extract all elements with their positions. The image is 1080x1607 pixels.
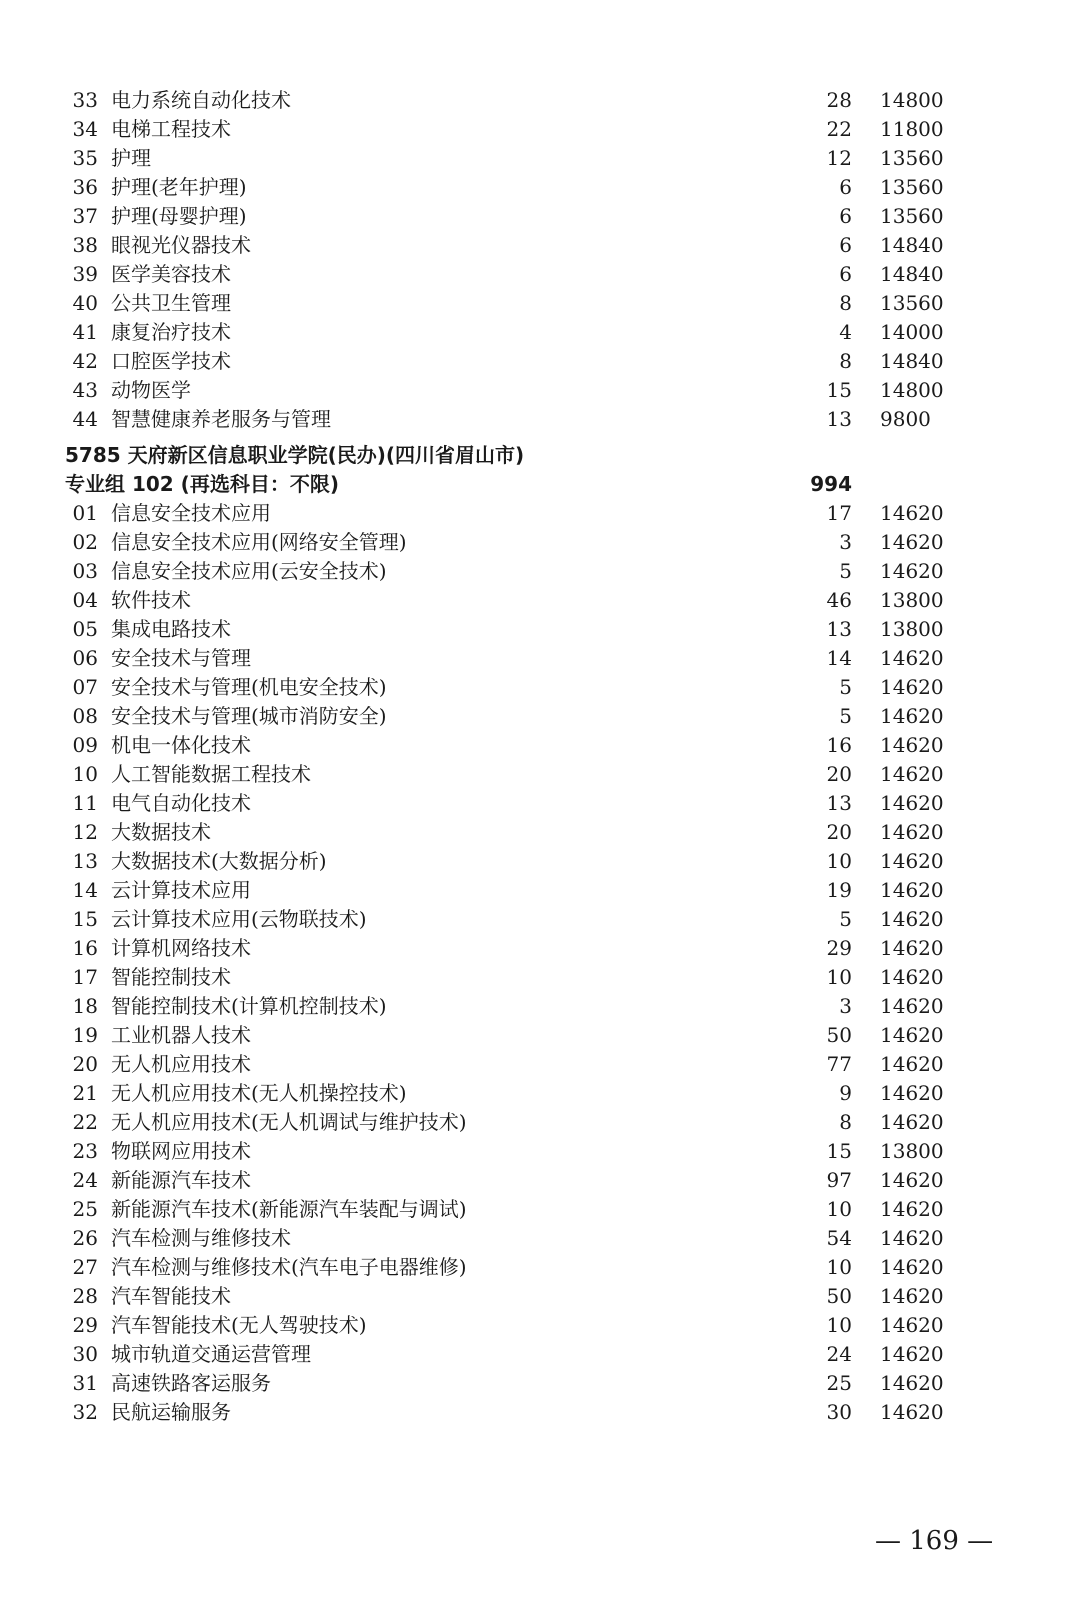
program-code: 19 [72, 1023, 98, 1047]
group-count: 994 [810, 472, 852, 496]
program-name: 智慧健康养老服务与管理 [111, 407, 331, 431]
table-row [0, 144, 1080, 173]
table-row [0, 702, 1080, 731]
tuition-fee: 14620 [880, 965, 944, 989]
program-name: 物联网应用技术 [111, 1139, 251, 1163]
enrollment-count: 22 [826, 117, 852, 141]
program-name: 新能源汽车技术 [111, 1168, 251, 1192]
enrollment-count: 6 [839, 233, 852, 257]
table-row [0, 673, 1080, 702]
program-code: 29 [72, 1313, 98, 1337]
table-row [0, 557, 1080, 586]
enrollment-count: 16 [826, 733, 852, 757]
tuition-fee: 14840 [880, 233, 944, 257]
group-title: 专业组 102 (再选科目：不限) [65, 472, 339, 496]
program-code: 18 [72, 994, 98, 1018]
tuition-fee: 14620 [880, 1197, 944, 1221]
enrollment-count: 50 [826, 1023, 852, 1047]
table-row [0, 818, 1080, 847]
tuition-fee: 13560 [880, 146, 944, 170]
school-heading [0, 441, 1080, 470]
tuition-fee: 14620 [880, 1400, 944, 1424]
program-code: 31 [72, 1371, 98, 1395]
program-code: 26 [72, 1226, 98, 1250]
enrollment-count: 15 [826, 1139, 852, 1163]
program-code: 02 [72, 530, 98, 554]
program-name: 智能控制技术 [111, 965, 231, 989]
tuition-fee: 14620 [880, 704, 944, 728]
enrollment-count: 97 [826, 1168, 852, 1192]
program-name: 护理(老年护理) [111, 175, 247, 199]
table-row [0, 992, 1080, 1021]
tuition-fee: 14620 [880, 1255, 944, 1279]
table-row [0, 376, 1080, 405]
program-code: 35 [72, 146, 98, 170]
program-code: 40 [72, 291, 98, 315]
program-code: 01 [72, 501, 98, 525]
program-name: 智能控制技术(计算机控制技术) [111, 994, 387, 1018]
tuition-fee: 14620 [880, 936, 944, 960]
tuition-fee: 14620 [880, 1226, 944, 1250]
program-name: 安全技术与管理(城市消防安全) [111, 704, 387, 728]
tuition-fee: 14620 [880, 1110, 944, 1134]
program-code: 05 [72, 617, 98, 641]
program-code: 12 [72, 820, 98, 844]
enrollment-count: 5 [839, 559, 852, 583]
program-name: 电力系统自动化技术 [111, 88, 291, 112]
program-code: 22 [72, 1110, 98, 1134]
tuition-fee: 14620 [880, 1168, 944, 1192]
program-name: 信息安全技术应用(云安全技术) [111, 559, 387, 583]
program-code: 24 [72, 1168, 98, 1192]
table-row [0, 615, 1080, 644]
enrollment-count: 10 [826, 849, 852, 873]
enrollment-count: 17 [826, 501, 852, 525]
program-name: 工业机器人技术 [111, 1023, 251, 1047]
program-code: 21 [72, 1081, 98, 1105]
tuition-fee: 14620 [880, 675, 944, 699]
program-name: 眼视光仪器技术 [111, 233, 251, 257]
program-name: 民航运输服务 [111, 1400, 231, 1424]
program-name: 人工智能数据工程技术 [111, 762, 311, 786]
table-row [0, 963, 1080, 992]
enrollment-count: 8 [839, 291, 852, 315]
program-name: 汽车智能技术(无人驾驶技术) [111, 1313, 367, 1337]
tuition-fee: 14840 [880, 349, 944, 373]
tuition-fee: 14620 [880, 1342, 944, 1366]
program-name: 云计算技术应用(云物联技术) [111, 907, 367, 931]
table-row [0, 231, 1080, 260]
program-name: 信息安全技术应用 [111, 501, 271, 525]
table-row [0, 1079, 1080, 1108]
table-row [0, 1166, 1080, 1195]
tuition-fee: 14620 [880, 530, 944, 554]
tuition-fee: 14620 [880, 878, 944, 902]
tuition-fee: 14620 [880, 1284, 944, 1308]
tuition-fee: 14620 [880, 820, 944, 844]
table-row [0, 760, 1080, 789]
enrollment-count: 20 [826, 820, 852, 844]
table-row [0, 1224, 1080, 1253]
tuition-fee: 14800 [880, 378, 944, 402]
table-row [0, 1021, 1080, 1050]
program-code: 44 [72, 407, 98, 431]
program-name: 高速铁路客运服务 [111, 1371, 271, 1395]
table-row [0, 847, 1080, 876]
table-row [0, 1398, 1080, 1427]
tuition-fee: 14620 [880, 1313, 944, 1337]
enrollment-count: 19 [826, 878, 852, 902]
program-name: 大数据技术 [111, 820, 211, 844]
tuition-fee: 14620 [880, 501, 944, 525]
program-code: 32 [72, 1400, 98, 1424]
program-code: 15 [72, 907, 98, 931]
program-code: 11 [72, 791, 98, 815]
program-name: 软件技术 [111, 588, 191, 612]
program-name: 护理(母婴护理) [111, 204, 247, 228]
program-name: 动物医学 [111, 378, 191, 402]
tuition-fee: 13800 [880, 1139, 944, 1163]
enrollment-count: 24 [826, 1342, 852, 1366]
program-name: 电气自动化技术 [111, 791, 251, 815]
program-code: 30 [72, 1342, 98, 1366]
program-code: 43 [72, 378, 98, 402]
enrollment-count: 4 [839, 320, 852, 344]
tuition-fee: 13800 [880, 588, 944, 612]
table-row [0, 499, 1080, 528]
table-row [0, 1369, 1080, 1398]
enrollment-count: 50 [826, 1284, 852, 1308]
table-row [0, 731, 1080, 760]
tuition-fee: 13560 [880, 204, 944, 228]
school-section [0, 441, 1080, 1427]
program-code: 28 [72, 1284, 98, 1308]
enrollment-count: 10 [826, 965, 852, 989]
enrollment-count: 9 [839, 1081, 852, 1105]
tuition-fee: 14620 [880, 1371, 944, 1395]
program-code: 27 [72, 1255, 98, 1279]
table-row [0, 86, 1080, 115]
program-name: 汽车检测与维修技术 [111, 1226, 291, 1250]
table-row [0, 1137, 1080, 1166]
enrollment-count: 54 [826, 1226, 852, 1250]
program-name: 无人机应用技术(无人机调试与维护技术) [111, 1110, 467, 1134]
table-row [0, 115, 1080, 144]
page-number: — 169 — [875, 1526, 994, 1556]
program-code: 10 [72, 762, 98, 786]
tuition-fee: 13800 [880, 617, 944, 641]
table-row [0, 1108, 1080, 1137]
table-row [0, 934, 1080, 963]
table-row [0, 789, 1080, 818]
tuition-fee: 14000 [880, 320, 944, 344]
tuition-fee: 14620 [880, 994, 944, 1018]
tuition-fee: 14620 [880, 559, 944, 583]
table-row [0, 876, 1080, 905]
program-name: 医学美容技术 [111, 262, 231, 286]
enrollment-count: 8 [839, 349, 852, 373]
table-row [0, 1195, 1080, 1224]
enrollment-count: 13 [826, 407, 852, 431]
tuition-fee: 14620 [880, 733, 944, 757]
program-code: 37 [72, 204, 98, 228]
tuition-fee: 14620 [880, 646, 944, 670]
program-code: 38 [72, 233, 98, 257]
program-name: 无人机应用技术(无人机操控技术) [111, 1081, 407, 1105]
program-code: 41 [72, 320, 98, 344]
program-name: 汽车检测与维修技术(汽车电子电器维修) [111, 1255, 467, 1279]
tuition-fee: 13560 [880, 175, 944, 199]
program-name: 护理 [111, 146, 151, 170]
program-code: 08 [72, 704, 98, 728]
enrollment-count: 12 [826, 146, 852, 170]
program-code: 16 [72, 936, 98, 960]
program-name: 汽车智能技术 [111, 1284, 231, 1308]
program-name: 城市轨道交通运营管理 [111, 1342, 311, 1366]
program-code: 23 [72, 1139, 98, 1163]
program-name: 安全技术与管理(机电安全技术) [111, 675, 387, 699]
enrollment-count: 6 [839, 175, 852, 199]
enrollment-count: 20 [826, 762, 852, 786]
table-row [0, 644, 1080, 673]
program-code: 33 [72, 88, 98, 112]
program-name: 计算机网络技术 [111, 936, 251, 960]
tuition-fee: 14620 [880, 762, 944, 786]
program-name: 新能源汽车技术(新能源汽车装配与调试) [111, 1197, 467, 1221]
table-row [0, 528, 1080, 557]
enrollment-count: 46 [826, 588, 852, 612]
enrollment-count: 28 [826, 88, 852, 112]
tuition-fee: 14840 [880, 262, 944, 286]
program-list-continued [0, 86, 1080, 434]
table-row [0, 347, 1080, 376]
enrollment-count: 30 [826, 1400, 852, 1424]
tuition-fee: 14620 [880, 791, 944, 815]
program-code: 04 [72, 588, 98, 612]
enrollment-count: 77 [826, 1052, 852, 1076]
tuition-fee: 14620 [880, 1023, 944, 1047]
group-heading [0, 470, 1080, 499]
program-name: 公共卫生管理 [111, 291, 231, 315]
table-row [0, 405, 1080, 434]
school-title: 5785 天府新区信息职业学院(民办)(四川省眉山市) [65, 443, 525, 467]
table-row [0, 260, 1080, 289]
program-code: 25 [72, 1197, 98, 1221]
program-code: 03 [72, 559, 98, 583]
program-code: 14 [72, 878, 98, 902]
enrollment-count: 6 [839, 262, 852, 286]
tuition-fee: 14620 [880, 907, 944, 931]
table-row [0, 1282, 1080, 1311]
enrollment-count: 10 [826, 1313, 852, 1337]
program-name: 安全技术与管理 [111, 646, 251, 670]
program-name: 机电一体化技术 [111, 733, 251, 757]
table-row [0, 1311, 1080, 1340]
program-code: 17 [72, 965, 98, 989]
enrollment-count: 14 [826, 646, 852, 670]
enrollment-count: 5 [839, 704, 852, 728]
tuition-fee: 14620 [880, 1081, 944, 1105]
program-name: 口腔医学技术 [111, 349, 231, 373]
tuition-fee: 11800 [880, 117, 944, 141]
program-code: 09 [72, 733, 98, 757]
program-code: 07 [72, 675, 98, 699]
program-name: 电梯工程技术 [111, 117, 231, 141]
enrollment-count: 3 [839, 994, 852, 1018]
program-name: 无人机应用技术 [111, 1052, 251, 1076]
program-code: 39 [72, 262, 98, 286]
program-name: 大数据技术(大数据分析) [111, 849, 327, 873]
enrollment-count: 10 [826, 1197, 852, 1221]
program-code: 20 [72, 1052, 98, 1076]
table-row [0, 289, 1080, 318]
enrollment-count: 15 [826, 378, 852, 402]
enrollment-count: 29 [826, 936, 852, 960]
enrollment-count: 25 [826, 1371, 852, 1395]
program-name: 康复治疗技术 [111, 320, 231, 344]
enrollment-count: 3 [839, 530, 852, 554]
program-code: 34 [72, 117, 98, 141]
enrollment-count: 6 [839, 204, 852, 228]
program-name: 信息安全技术应用(网络安全管理) [111, 530, 407, 554]
table-row [0, 905, 1080, 934]
table-row [0, 1253, 1080, 1282]
program-list [0, 499, 1080, 1427]
program-code: 13 [72, 849, 98, 873]
enrollment-count: 13 [826, 791, 852, 815]
enrollment-count: 8 [839, 1110, 852, 1134]
program-code: 42 [72, 349, 98, 373]
enrollment-count: 10 [826, 1255, 852, 1279]
program-code: 06 [72, 646, 98, 670]
program-code: 36 [72, 175, 98, 199]
table-row [0, 586, 1080, 615]
enrollment-count: 5 [839, 675, 852, 699]
tuition-fee: 9800 [880, 407, 931, 431]
program-name: 云计算技术应用 [111, 878, 251, 902]
enrollment-count: 13 [826, 617, 852, 641]
program-name: 集成电路技术 [111, 617, 231, 641]
tuition-fee: 13560 [880, 291, 944, 315]
table-row [0, 318, 1080, 347]
table-row [0, 173, 1080, 202]
tuition-fee: 14620 [880, 1052, 944, 1076]
enrollment-count: 5 [839, 907, 852, 931]
tuition-fee: 14800 [880, 88, 944, 112]
table-row [0, 1340, 1080, 1369]
table-row [0, 1050, 1080, 1079]
table-row [0, 202, 1080, 231]
tuition-fee: 14620 [880, 849, 944, 873]
